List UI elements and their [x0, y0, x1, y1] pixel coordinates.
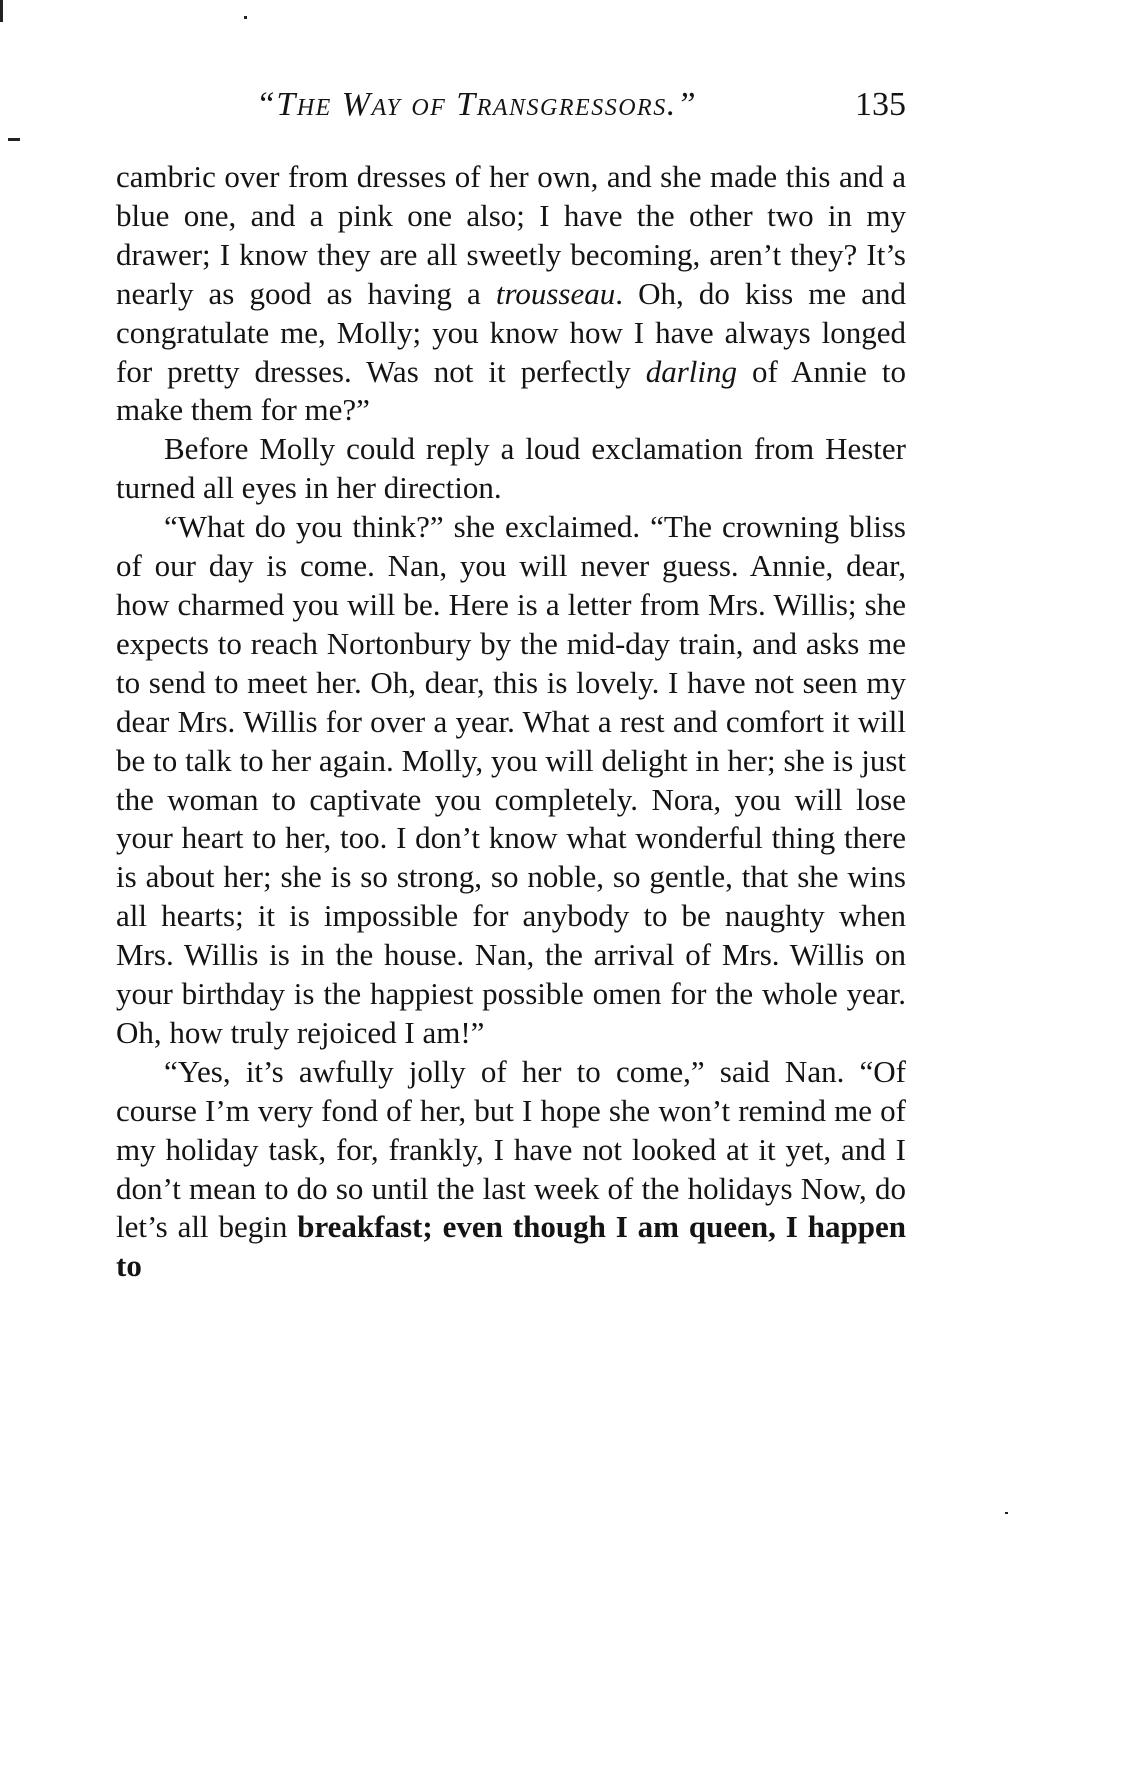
scan-dash-mark	[8, 138, 20, 141]
page-header	[116, 86, 906, 130]
bold-last-line: breakfast; even though I am queen, I happen to	[116, 1209, 906, 1284]
text-run: of Annie to make them for me?”	[116, 353, 906, 428]
scan-speck	[244, 16, 247, 19]
italic-word-darling: darling	[645, 353, 738, 389]
text-run: cambric over from dresses of her own, and she made this and a blue one, and a pink one also; I have the other two in my drawer; I know they are all sweetly becoming, aren’t they? It’s nearly as good as having a	[116, 159, 906, 311]
text-run: . Oh, do kiss me and congratulate me, Molly; you know how I have always longed for pretty dresses. Was not it perfectly	[116, 275, 906, 389]
italic-word-trousseau: trousseau	[495, 275, 616, 311]
text-run: “Yes, it’s awfully jolly of her to come,” said Nan. “Of course I’m very fond of her, but I hope she won’t remind me of my holiday task, for, frankly, I have not looked at it yet, and I don’t mean to do so until the last week of the holidays Now, do let’s all begin	[116, 1053, 906, 1245]
page-number: 135	[855, 86, 906, 123]
paragraph-2: Before Molly could reply a loud exclamation from Hester turned all eyes in her direction.	[116, 431, 906, 506]
paragraph-3: “What do you think?” she exclaimed. “The crowning bliss of our day is come. Nan, you will never guess. Annie, dear, how charmed you will be. Here is a letter from Mrs. Willis; she expects to reach Nortonbury by the mid-day train, and asks me to send to meet her. Oh, dear, this is lovely. I have not seen my dear Mrs. Willis for over a year. What a rest and comfort it will be to talk to her again. Molly, you will delight in her; she is just the woman to captivate you completely. Nora, you will lose your heart to her, too. I don’t know what wonderful thing there is about her; she is so strong, so noble, so gentle, that she wins all hearts; it is impossible for anybody to be naughty when Mrs. Willis is in the house. Nan, the arrival of Mrs. Willis on your birthday is the happiest possible omen for the whole year. Oh, how truly rejoiced I am!”	[116, 509, 906, 1050]
paragraph-1	[116, 158, 906, 430]
body-text	[116, 158, 906, 1286]
paragraph-4	[116, 1053, 906, 1286]
running-title: “The Way of Transgressors.”	[256, 86, 698, 123]
scan-speck-bottom	[1005, 1512, 1008, 1514]
scan-edge-mark	[0, 0, 3, 22]
